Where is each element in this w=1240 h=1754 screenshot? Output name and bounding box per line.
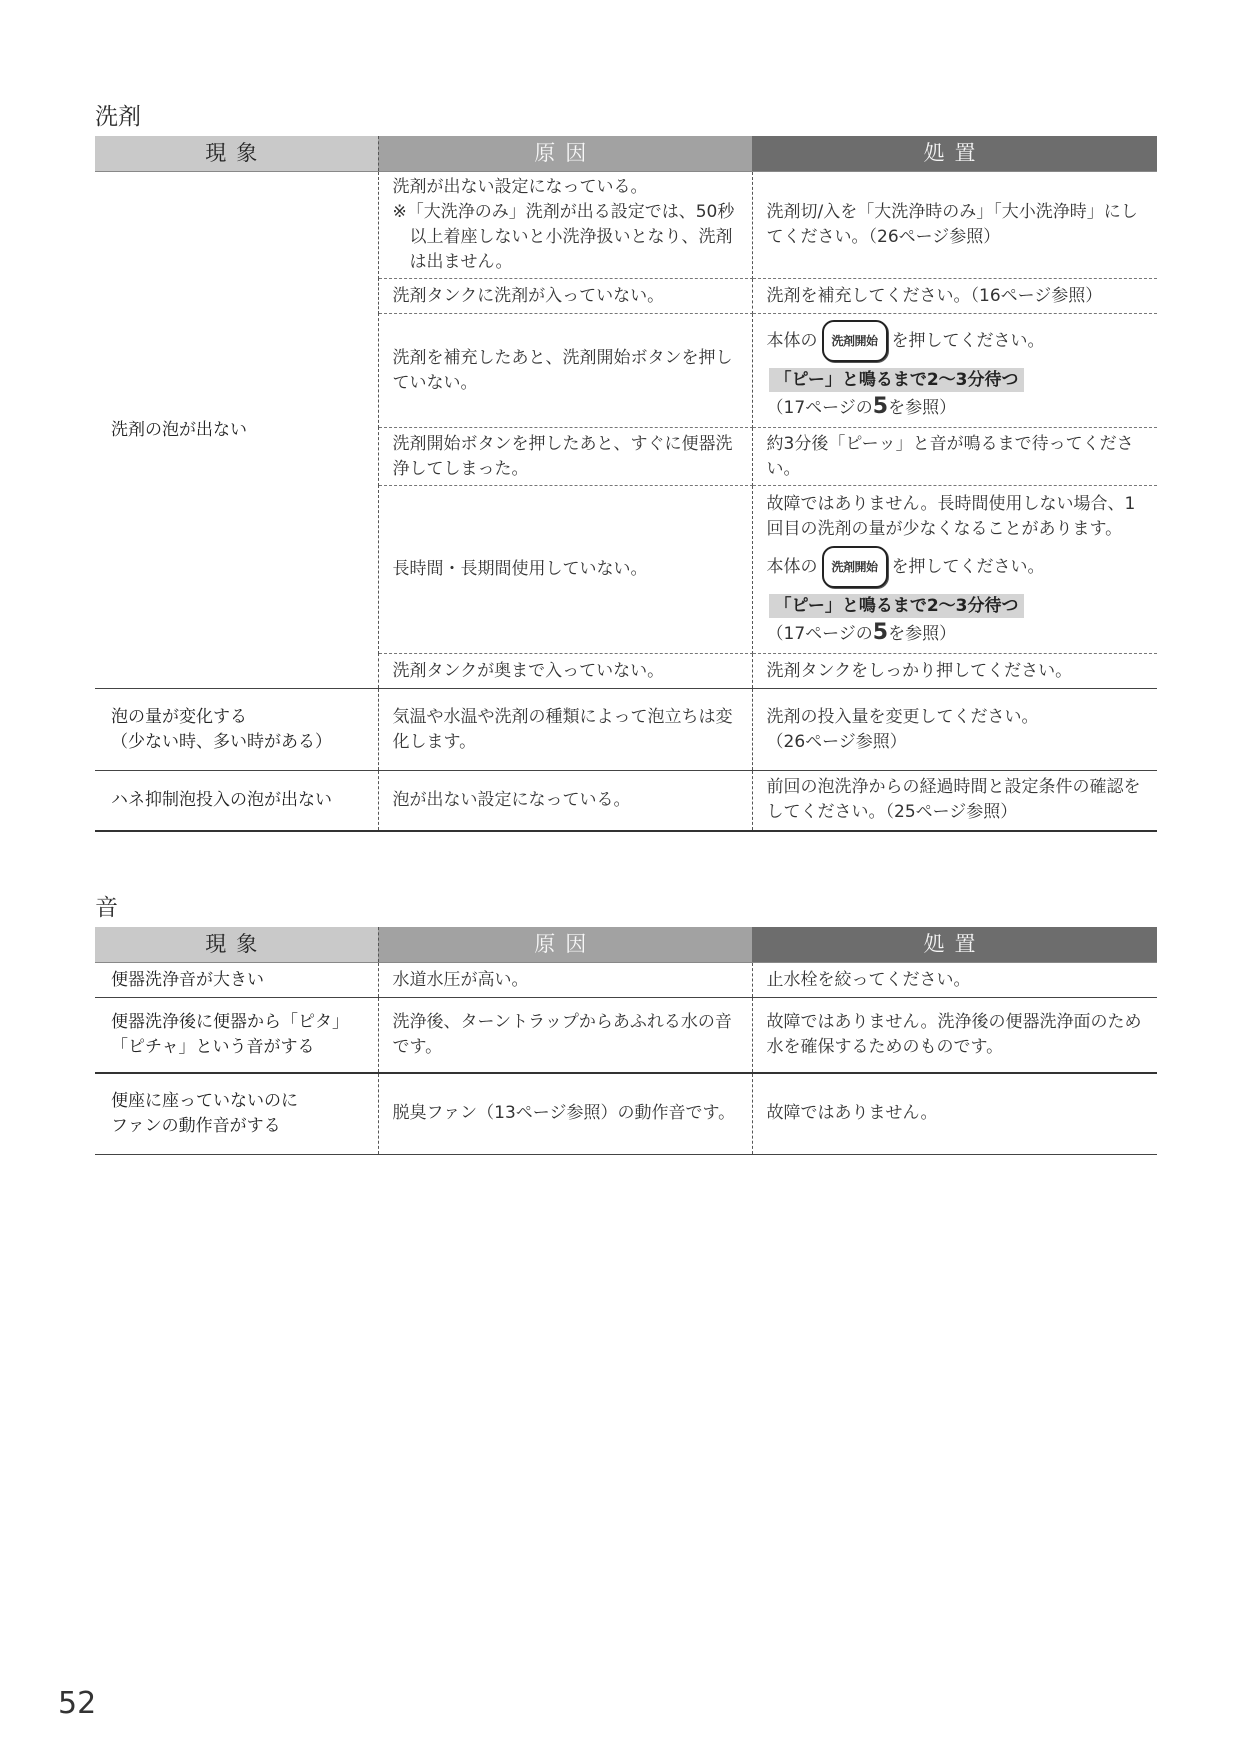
table-header-row (95, 927, 1157, 963)
ref-prefix: （17ページの (766, 624, 873, 644)
header-symptom: 現象 (95, 927, 378, 963)
cause-note: ※「大洗浄のみ」洗剤が出る設定では、50秒以上着座しないと小洗浄扱いとなり、洗剤は出ません。 (392, 202, 735, 272)
remedy-text: 止水栓を絞ってください。 (766, 969, 971, 990)
header-cause: 原因 (378, 136, 752, 172)
symptom-cell (95, 1073, 378, 1155)
remedy-cell (752, 314, 1157, 428)
cause-text: 長時間・長期間使用していない。 (392, 559, 648, 579)
cause-cell (378, 689, 752, 771)
cause-text: 洗剤を補充したあと、洗剤開始ボタンを押していない。 (392, 347, 733, 393)
header-symptom: 現象 (95, 136, 378, 172)
remedy-text: 洗剤を補充してください。（16ページ参照） (766, 285, 1103, 306)
remedy-suffix: を押してください。 (891, 557, 1045, 577)
remedy-text: 故障ではありません。洗浄後の便器洗浄面のため水を確保するためのものです。 (766, 1011, 1142, 1057)
cause-cell (378, 428, 752, 486)
cause-text: 洗剤タンクが奥まで入っていない。 (392, 660, 665, 681)
detergent-start-button-icon: 洗剤開始 (822, 546, 888, 588)
table-row (95, 963, 1157, 998)
symptom-text: 「ピチャ」という音がする (111, 1036, 315, 1057)
cause-text: 洗剤が出ない設定になっている。 (392, 177, 648, 197)
remedy-cell (752, 172, 1157, 279)
symptom-cell (95, 998, 378, 1073)
header-remedy: 処置 (752, 927, 1157, 963)
reference-line (767, 394, 1144, 421)
remedy-cell (752, 486, 1157, 654)
symptom-text: ファンの動作音がする (111, 1115, 281, 1136)
cause-text: 洗浄後、ターントラップからあふれる水の音です。 (392, 1011, 732, 1057)
symptom-cell (95, 771, 378, 831)
beep-wait-badge: 「ピー」と鳴るまで2～3分待つ (769, 368, 1025, 392)
detergent-table (95, 136, 1157, 832)
cause-cell (378, 998, 752, 1073)
cause-cell (378, 486, 752, 654)
remedy-cell (752, 963, 1157, 998)
remedy-text: 故障ではありません。長時間使用しない場合、1回目の洗剤の量が少なくなることがあります。 (766, 494, 1136, 539)
remedy-cell (752, 689, 1157, 771)
cause-text: 洗剤開始ボタンを押したあと、すぐに便器洗浄してしまった。 (392, 433, 733, 479)
header-remedy: 処置 (752, 136, 1157, 172)
remedy-press-line (767, 320, 1144, 362)
cause-cell (378, 1073, 752, 1155)
section-title-sound: 音 (95, 895, 118, 921)
page-number: 52 (58, 1686, 97, 1721)
table-row (95, 771, 1157, 831)
symptom-cell (95, 963, 378, 998)
section-title-detergent: 洗剤 (95, 104, 141, 130)
remedy-text: 前回の泡洗浄からの経過時間と設定条件の確認をしてください。（25ページ参照） (766, 777, 1141, 823)
cause-text: 気温や水温や洗剤の種類によって泡立ちは変化します。 (392, 706, 733, 752)
symptom-text: ハネ抑制泡投入の泡が出ない (111, 789, 332, 810)
symptom-text: 泡の量が変化する (111, 706, 247, 727)
remedy-cell (752, 771, 1157, 831)
cause-cell (378, 314, 752, 428)
remedy-cell (752, 1073, 1157, 1155)
cause-cell (378, 771, 752, 831)
step-number: 5 (872, 394, 889, 419)
sound-table (95, 927, 1157, 1155)
remedy-prefix: 本体の (766, 331, 818, 351)
symptom-text: 洗剤の泡が出ない (111, 419, 247, 440)
remedy-suffix: を押してください。 (891, 331, 1045, 351)
symptom-text: 便座に座っていないのに (111, 1090, 298, 1111)
symptom-cell (95, 689, 378, 771)
remedy-text: （26ページ参照） (766, 731, 907, 752)
remedy-text: 洗剤切/入を「大洗浄時のみ」「大小洗浄時」にしてください。（26ページ参照） (766, 202, 1138, 247)
detergent-start-button-icon: 洗剤開始 (822, 320, 888, 362)
symptom-cell (95, 172, 378, 689)
remedy-cell (752, 279, 1157, 314)
symptom-text: 便器洗浄音が大きい (111, 969, 264, 990)
table-row (95, 998, 1157, 1073)
ref-prefix: （17ページの (766, 398, 873, 418)
cause-cell (378, 963, 752, 998)
reference-line (767, 620, 1144, 647)
remedy-text: 洗剤タンクをしっかり押してください。 (766, 660, 1073, 681)
step-number: 5 (872, 620, 889, 645)
table-row (95, 1073, 1157, 1155)
table-row (95, 172, 1157, 279)
remedy-press-line (767, 546, 1144, 588)
cause-text: 脱臭ファン（13ページ参照）の動作音です。 (392, 1103, 736, 1124)
ref-suffix: を参照） (888, 624, 957, 644)
remedy-text: 故障ではありません。 (766, 1103, 938, 1124)
cause-cell (378, 654, 752, 689)
table-row (95, 689, 1157, 771)
symptom-text: （少ない時、多い時がある） (111, 731, 332, 752)
remedy-cell (752, 998, 1157, 1073)
remedy-text: 洗剤の投入量を変更してください。 (766, 706, 1039, 727)
header-cause: 原因 (378, 927, 752, 963)
beep-wait-badge: 「ピー」と鳴るまで2～3分待つ (769, 594, 1025, 618)
remedy-prefix: 本体の (766, 557, 818, 577)
cause-cell (378, 279, 752, 314)
cause-cell (378, 172, 752, 279)
table-header-row (95, 136, 1157, 172)
symptom-text: 便器洗浄後に便器から「ピタ」 (111, 1011, 349, 1032)
cause-text: 水道水圧が高い。 (392, 969, 529, 990)
cause-text: 洗剤タンクに洗剤が入っていない。 (392, 285, 665, 306)
remedy-cell (752, 654, 1157, 689)
remedy-text: 約3分後「ピーッ」と音が鳴るまで待ってください。 (766, 433, 1134, 479)
cause-text: 泡が出ない設定になっている。 (392, 789, 631, 810)
remedy-cell (752, 428, 1157, 486)
ref-suffix: を参照） (888, 398, 957, 418)
